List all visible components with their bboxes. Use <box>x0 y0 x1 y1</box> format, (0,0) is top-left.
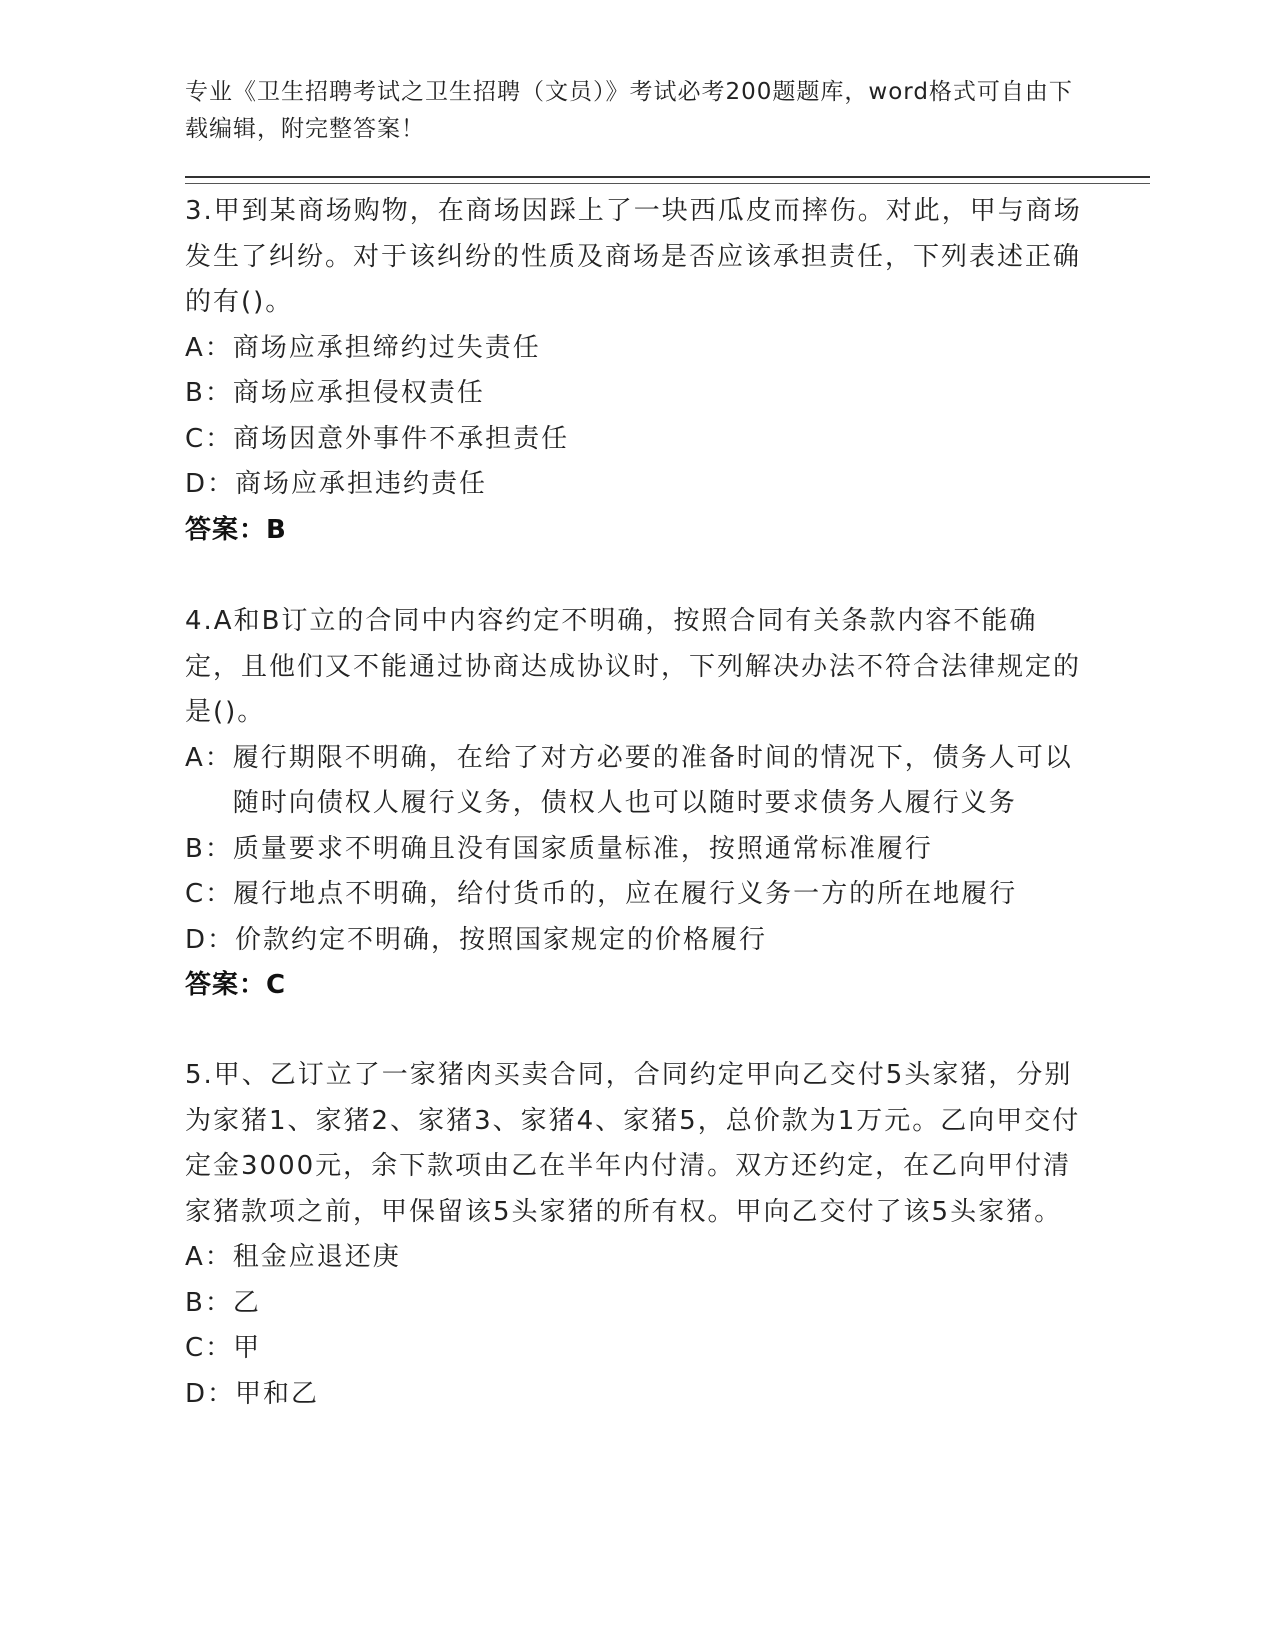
option-text: 商场应承担缔约过失责任 <box>232 332 541 363</box>
option-letter: A： <box>185 1242 233 1272</box>
option-d <box>185 1372 1085 1418</box>
option-letter: B： <box>185 1287 233 1318</box>
option-letter: D： <box>185 469 236 499</box>
question-stem: 5.甲、乙订立了一家猪肉买卖合同，合同约定甲向乙交付5头家猪，分别为家猪1、家猪2、家猪3、家猪4、家猪5，总价款为1万元。乙向甲交付定金3000元，余下款项由乙在半年内付清。双方还约定，在乙向甲付清家猪款项之前，甲保留该5头家猪的所有权。甲向乙交付了该5头家猪。 <box>185 1060 1081 1227</box>
option-letter: C： <box>185 423 234 454</box>
option-letter: B： <box>185 833 233 864</box>
option-letter: A： <box>185 742 233 773</box>
option-letter: A： <box>185 332 233 363</box>
question-stem: 4.A和B订立的合同中内容约定不明确，按照合同有关条款内容不能确定，且他们又不能通过协商达成协议时，下列解决办法不符合法律规定的是()。 <box>185 606 1082 727</box>
option-a <box>185 1235 1085 1281</box>
option-text: 商场应承担侵权责任 <box>232 378 485 408</box>
header-divider-thick <box>185 176 1150 178</box>
option-letter: D： <box>185 924 236 955</box>
header-divider-thin <box>185 183 1150 184</box>
option-d <box>185 462 1085 508</box>
option-b <box>185 827 1085 873</box>
answer-line: 答案：B <box>185 514 287 545</box>
option-text: 商场因意外事件不承担责任 <box>233 423 570 454</box>
option-a <box>185 736 1085 827</box>
question-5 <box>185 1053 1085 1417</box>
option-c <box>185 417 1085 463</box>
option-text: 质量要求不明确且没有国家质量标准，按照通常标准履行 <box>232 833 933 864</box>
option-letter: C： <box>185 879 234 909</box>
answer-line: 答案：C <box>185 970 287 1000</box>
question-4 <box>185 599 1085 1009</box>
option-a <box>185 326 1085 372</box>
option-d <box>185 918 1085 964</box>
option-c <box>185 1326 1085 1372</box>
option-text: 履行期限不明确，在给了对方必要的准备时间的情况下，债务人可以随时向债权人履行义务，债权人也可以随时要求债务人履行义务 <box>232 742 1073 818</box>
option-letter: B： <box>185 378 233 408</box>
document-header-title: 专业《卫生招聘考试之卫生招聘（文员）》考试必考200题题库，word格式可自由下载编辑，附完整答案！ <box>185 79 1073 142</box>
question-stem: 3.甲到某商场购物，在商场因踩上了一块西瓜皮而摔伤。对此，甲与商场发生了纠纷。对于该纠纷的性质及商场是否应该承担责任，下列表述正确的有()。 <box>185 196 1082 317</box>
option-b <box>185 371 1085 417</box>
option-text: 甲和乙 <box>235 1378 320 1409</box>
option-text: 商场应承担违约责任 <box>235 469 488 499</box>
option-b <box>185 1281 1085 1327</box>
option-c <box>185 872 1085 918</box>
option-letter: C： <box>185 1333 234 1363</box>
option-text: 履行地点不明确，给付货币的，应在履行义务一方的所在地履行 <box>233 879 1018 909</box>
option-text: 乙 <box>232 1287 261 1318</box>
option-text: 价款约定不明确，按照国家规定的价格履行 <box>235 924 768 955</box>
question-3 <box>185 189 1085 553</box>
option-text: 租金应退还庚 <box>232 1242 401 1272</box>
option-text: 甲 <box>233 1333 262 1363</box>
option-letter: D： <box>185 1378 236 1409</box>
